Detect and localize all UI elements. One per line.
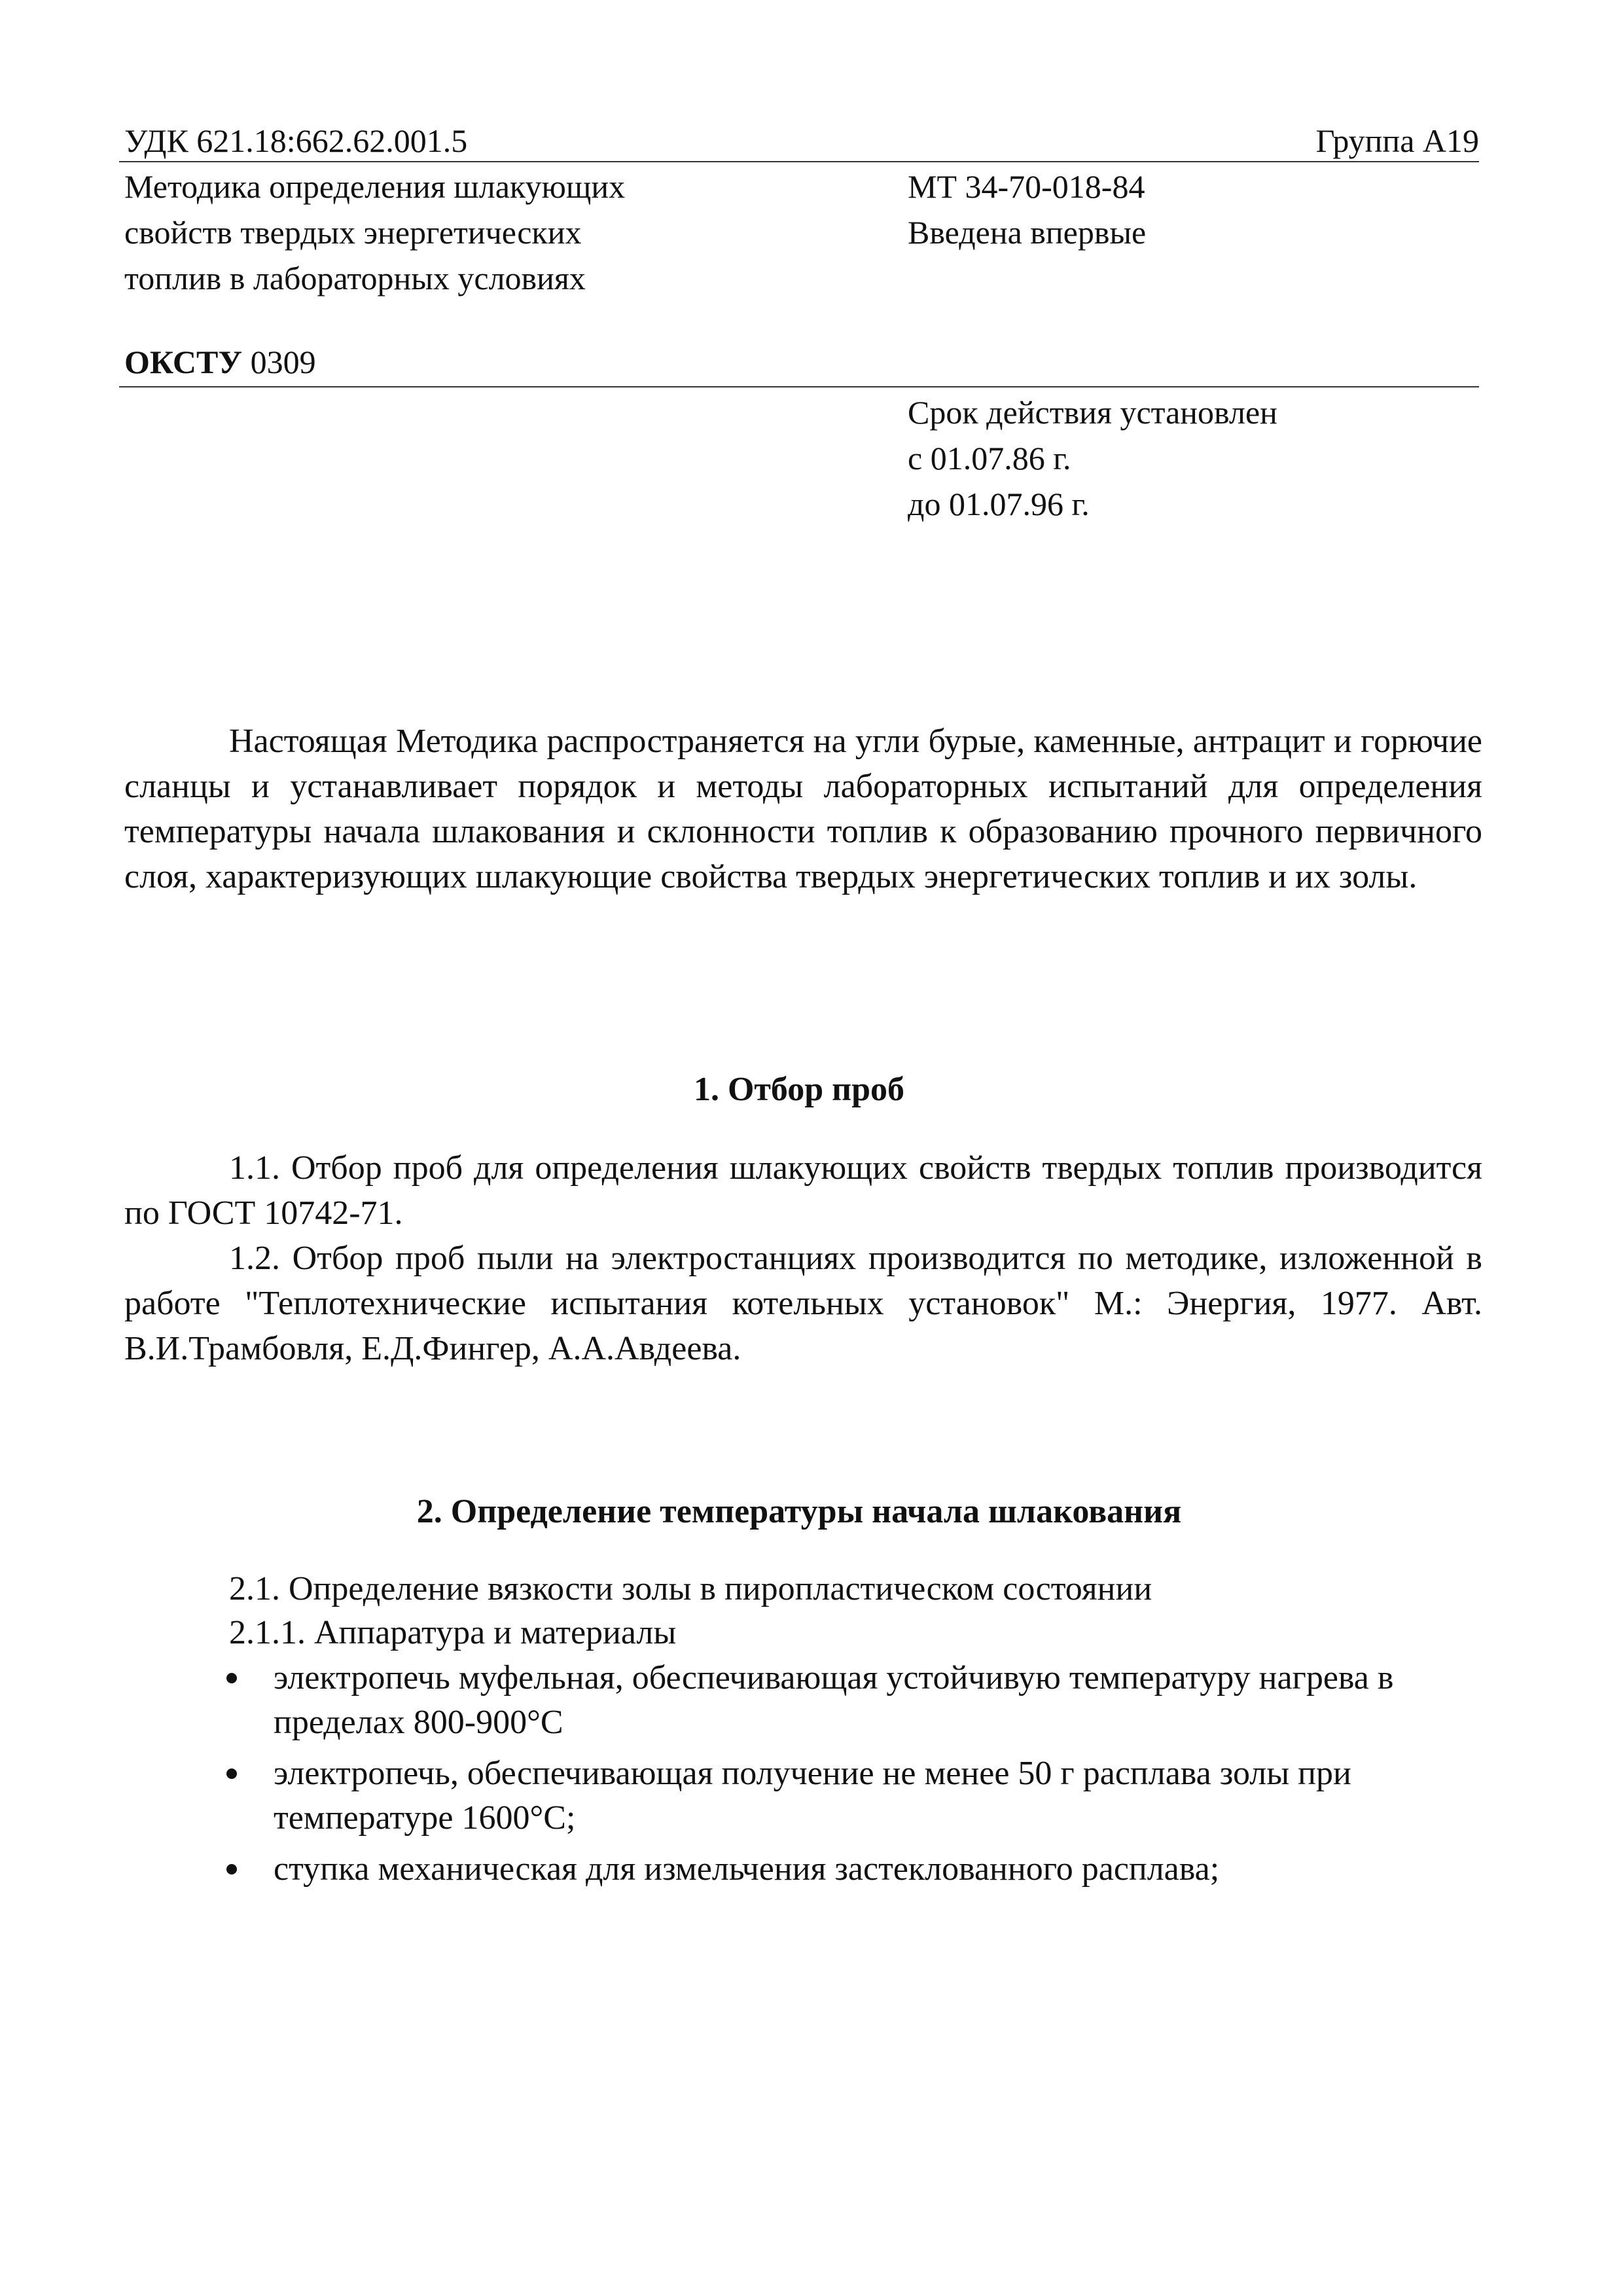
list-item [223, 1656, 1499, 1745]
introduced-note: Введена впервые [908, 214, 1147, 251]
intro-paragraph: Настоящая Методика распространяется на угли бурые, каменные, антрацит и горючие сланцы и устанавливает порядок и методы лабораторных испытаний для определения температуры начала шлакования и склонности топлив к образованию прочного первичного слоя, характеризующих шлакующие свойства твердых энергетических топлив и их золы. [124, 723, 1482, 895]
okstu-line [124, 339, 316, 385]
okstu-label: ОКСТУ [124, 344, 243, 380]
title-line: Методика определения шлакующих [124, 168, 626, 205]
equipment-list [223, 1656, 1499, 1898]
list-item [223, 1751, 1499, 1840]
list-item-text: ступка механическая для измельчения застеклованного расплава; [274, 1850, 1220, 1888]
validity-line: до 01.07.96 г. [908, 486, 1090, 522]
document-code: МТ 34-70-018-84 [908, 168, 1145, 205]
validity-line: Срок действия установлен [908, 394, 1277, 431]
document-title [124, 164, 625, 301]
section-2-heading: 2. Определение температуры начала шлакования [416, 1493, 1182, 1530]
section-2-1-1-heading: 2.1.1. Аппаратура и материалы [229, 1614, 677, 1651]
header-rule-top [119, 161, 1479, 162]
validity-block [908, 389, 1277, 527]
section-2-1-heading: 2.1. Определение вязкости золы в пиропластическом состоянии [229, 1570, 1152, 1607]
list-item-text: электропечь, обеспечивающая получение не менее 50 г расплава золы при температуре 1600°С; [274, 1755, 1351, 1837]
bullet-icon [226, 1768, 237, 1779]
section-1-heading: 1. Отбор проб [693, 1071, 905, 1108]
header-rule-bottom [119, 386, 1479, 387]
title-line: топлив в лабораторных условиях [124, 260, 586, 296]
section-1-1-paragraph: 1.1. Отбор проб для определения шлакующих свойств твердых топлив производится по ГОСТ 10742-71. [124, 1149, 1482, 1232]
bullet-icon [226, 1673, 237, 1683]
bullet-icon [226, 1864, 237, 1874]
okstu-code: 0309 [242, 344, 316, 380]
list-item [223, 1847, 1499, 1892]
group-code: Группа А19 [1315, 122, 1479, 159]
document-code-block [908, 164, 1146, 255]
section-1-2-paragraph: 1.2. Отбор проб пыли на электростанциях производится по методике, изложенной в работе "Теплотехнические испытания котельных установок" М.: Энергия, 1977. Авт. В.И.Трамбовля, Е.Д.Фингер, А.А.Авдеева. [124, 1240, 1482, 1367]
validity-line: с 01.07.86 г. [908, 440, 1071, 476]
list-item-text: электропечь муфельная, обеспечивающая устойчивую температуру нагрева в пределах 800-900°С [274, 1659, 1394, 1741]
title-line: свойств твердых энергетических [124, 214, 582, 251]
udk-code: УДК 621.18:662.62.001.5 [124, 122, 468, 159]
